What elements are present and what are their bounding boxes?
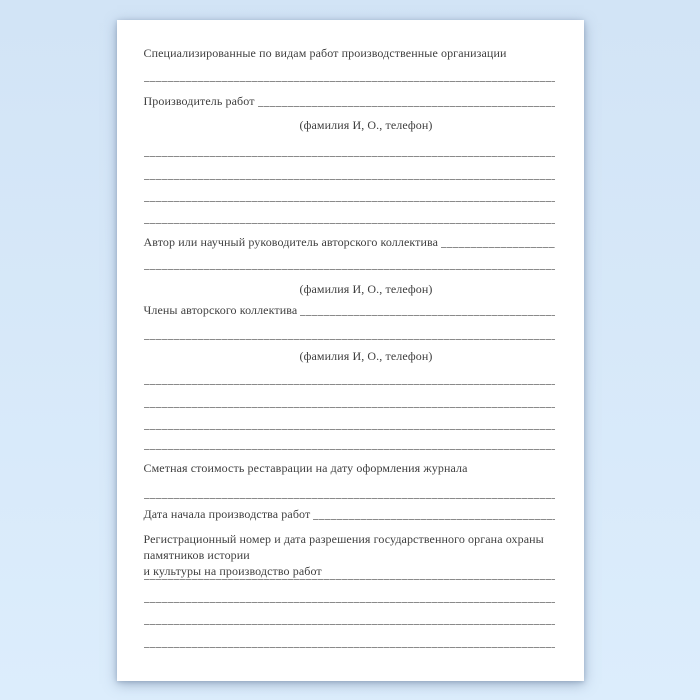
fill-in-blank-line — [144, 602, 555, 603]
fill-in-blank-line — [144, 384, 555, 385]
form-label: Автор или научный руководитель авторского коллектива — [143, 234, 439, 249]
fill-in-blank-line — [144, 179, 555, 180]
fill-in-blank-line — [144, 579, 555, 580]
fill-in-blank-line — [144, 449, 555, 450]
fill-in-line — [441, 247, 554, 248]
form-label: Производитель работ — [143, 93, 255, 108]
form-label: Сметная стоимость реставрации на дату оформления журнала — [143, 460, 468, 475]
form-field-row — [144, 235, 555, 250]
form-label-paragraph — [144, 531, 555, 579]
fill-in-blank-line — [144, 223, 555, 224]
form-field-row — [144, 507, 555, 522]
field-caption: (фамилия И, О., телефон) — [299, 281, 433, 296]
form-field-row — [144, 303, 555, 318]
form-label-line: и культуры на производство работ — [143, 563, 322, 578]
form-label: Дата начала производства работ — [143, 506, 311, 521]
fill-in-blank-line — [144, 81, 555, 82]
fill-in-blank-line — [144, 201, 555, 202]
fill-in-blank-line — [144, 624, 555, 625]
form-label-line: Регистрационный номер и дата разрешения государственного органа охраны памятников истории — [143, 531, 544, 562]
fill-in-line — [313, 519, 554, 520]
fill-in-blank-line — [144, 269, 555, 270]
fill-in-blank-line — [144, 429, 555, 430]
fill-in-blank-line — [144, 407, 555, 408]
form-field-row — [144, 94, 555, 109]
fill-in-line — [258, 106, 555, 107]
fill-in-blank-line — [144, 156, 555, 157]
form-label: Специализированные по видам работ производственные организации — [143, 45, 507, 60]
fill-in-line — [300, 315, 554, 316]
document-page — [117, 20, 584, 681]
field-caption: (фамилия И, О., телефон) — [299, 348, 433, 363]
field-caption: (фамилия И, О., телефон) — [299, 117, 433, 132]
fill-in-blank-line — [144, 647, 555, 648]
fill-in-blank-line — [144, 498, 555, 499]
fill-in-blank-line — [144, 339, 555, 340]
form-label: Члены авторского коллектива — [143, 302, 298, 317]
